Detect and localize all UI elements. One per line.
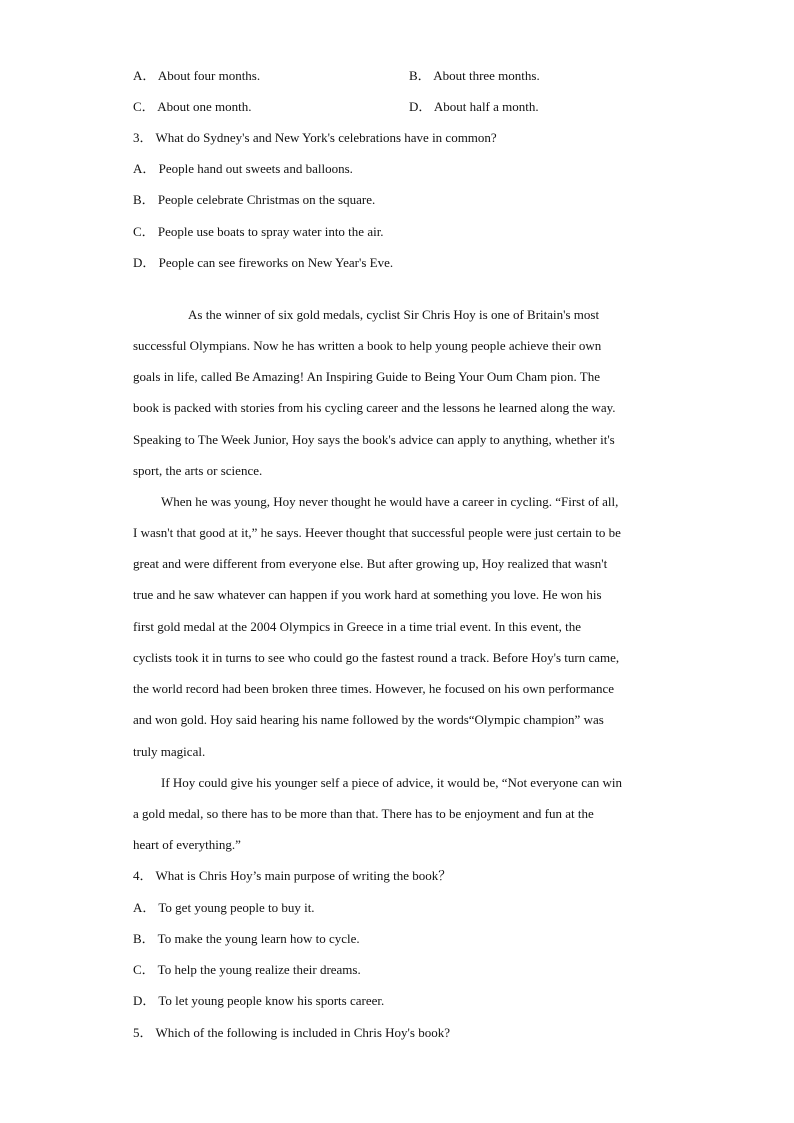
passage-line: sport, the arts or science.	[133, 463, 263, 478]
q3-option-c: C． People use boats to spray water into the air.	[133, 224, 384, 239]
q2-option-a: A． About four months.	[133, 68, 261, 83]
passage-line: great and were different from everyone else. But after growing up, Hoy realized that wasn't	[133, 556, 608, 571]
q3-option-b: B． People celebrate Christmas on the square.	[133, 192, 376, 207]
passage-line: Speaking to The Week Junior, Hoy says the book's advice can apply to anything, whether it's	[133, 432, 615, 447]
q2-option-c: C． About one month.	[133, 99, 252, 114]
q4-option-a: A． To get young people to buy it.	[133, 900, 315, 915]
passage-line: first gold medal at the 2004 Olympics in Greece in a time trial event. In this event, the	[133, 619, 582, 634]
passage-line: goals in life, called Be Amazing! An Inspiring Guide to Being Your Oum Cham pion. The	[133, 369, 600, 384]
q4-option-d: D． To let young people know his sports career.	[133, 993, 385, 1008]
q4-option-b: B． To make the young learn how to cycle.	[133, 931, 360, 946]
q3-option-a: A． People hand out sweets and balloons.	[133, 161, 353, 176]
q2-option-b: B． About three months.	[409, 68, 540, 83]
passage-line: the world record had been broken three times. However, he focused on his own performance	[133, 681, 615, 696]
passage-line: successful Olympians. Now he has written a book to help young people achieve their own	[133, 338, 602, 353]
passage-line: a gold medal, so there has to be more than that. There has to be enjoyment and fun at the	[133, 806, 594, 821]
q2-option-d: D． About half a month.	[409, 99, 539, 114]
passage-line: book is packed with stories from his cycling career and the lessons he learned along the way.	[133, 400, 616, 415]
passage-line: I wasn't that good at it,” he says. Heever thought that successful people were just certain to be	[133, 525, 621, 540]
passage-line: cyclists took it in turns to see who could go the fastest round a track. Before Hoy's turn came,	[133, 650, 620, 665]
passage-line: and won gold. Hoy said hearing his name followed by the words“Olympic champion” was	[133, 712, 604, 727]
q4-question: 4． What is Chris Hoy’s main purpose of writing the book？	[133, 868, 452, 883]
passage-line: As the winner of six gold medals, cyclist Sir Chris Hoy is one of Britain's most	[188, 307, 600, 322]
q3-option-d: D． People can see fireworks on New Year's Eve.	[133, 255, 394, 270]
passage-line: heart of everything.”	[133, 837, 241, 852]
passage-line: truly magical.	[133, 744, 206, 759]
q4-option-c: C． To help the young realize their dreams.	[133, 962, 361, 977]
passage-line: true and he saw whatever can happen if you work hard at something you love. He won his	[133, 587, 602, 602]
passage-line: If Hoy could give his younger self a piece of advice, it would be, “Not everyone can win	[161, 775, 622, 790]
passage-line: When he was young, Hoy never thought he would have a career in cycling. “First of all,	[161, 494, 619, 509]
q5-question: 5． Which of the following is included in Chris Hoy's book?	[133, 1025, 450, 1040]
q3-question: 3． What do Sydney's and New York's celebrations have in common?	[133, 130, 497, 145]
